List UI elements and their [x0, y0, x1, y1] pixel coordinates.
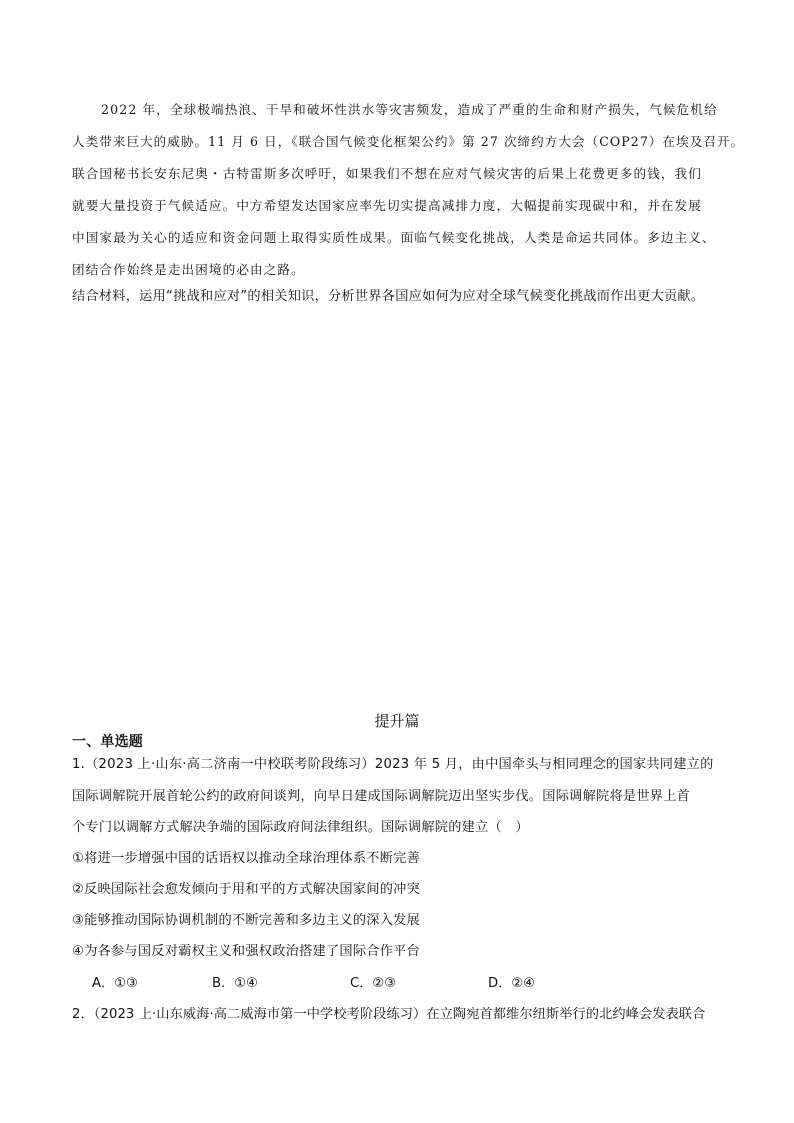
- q1-item-1: ①将进一步增强中国的话语权以推动全球治理体系不断完善: [72, 851, 421, 866]
- q1-choice-d: D．②④: [488, 976, 535, 991]
- q1-stem-line-1: 1.（2023 上·山东·高二济南一中校联考阶段练习）2023 年 5 月，由中国牵头与相同理念的国家共同建立的: [72, 757, 714, 772]
- q1-stem-line-2: 国际调解院开展首轮公约的政府间谈判，向早日建成国际调解院迈出坚实步伐。国际调解院将是世界上首: [72, 789, 691, 804]
- material-question: 结合材料，运用“挑战和应对”的相关知识，分析世界各国应如何为应对全球气候变化挑战而作出更大贡献。: [72, 289, 705, 304]
- material-line-6: 团结合作始终是走出困境的必由之路。: [72, 262, 305, 277]
- q1-stem-line-3: 个专门以调解方式解决争端的国际政府间法律组织。国际调解院的建立（ ）: [72, 820, 529, 835]
- section-title: 提升篇: [374, 712, 420, 730]
- material-line-1: 2022 年，全球极端热浪、干旱和破坏性洪水等灾害频发，造成了严重的生命和财产损失，气候危机给: [101, 102, 718, 117]
- q1-item-4: ④为各参与国反对霸权主义和强权政治搭建了国际合作平台: [72, 944, 421, 959]
- section-heading: 一、单选题: [72, 734, 143, 750]
- material-line-3: 联合国秘书长安东尼奥・古特雷斯多次呼吁，如果我们不想在应对气候灾害的后果上花费更多的钱，我们: [72, 166, 702, 181]
- q1-choice-c: C．②③: [350, 976, 397, 991]
- q1-item-2: ②反映国际社会愈发倾向于用和平的方式解决国家间的冲突: [72, 882, 421, 897]
- q1-item-3: ③能够推动国际协调机制的不断完善和多边主义的深入发展: [72, 913, 421, 928]
- q1-choice-a: A．①③: [92, 976, 138, 991]
- material-line-2: 人类带来巨大的威胁。11 月 6 日，《联合国气候变化框架公约》第 27 次缔约方大会（COP27）在埃及召开。: [72, 134, 745, 149]
- material-line-4: 就要大量投资于气候适应。中方希望发达国家应率先切实提高减排力度，大幅提前实现碳中和，并在发展: [72, 198, 702, 213]
- q2-stem-start: 2．（2023 上·山东威海·高二威海市第一中学校考阶段练习）在立陶宛首都维尔纽斯举行的北约峰会发表联合: [72, 1007, 706, 1022]
- q1-choices: [0, 974, 794, 994]
- q1-choice-b: B．①④: [212, 976, 258, 991]
- material-line-5: 中国家最为关心的适应和资金问题上取得实质性成果。面临气候变化挑战，人类是命运共同体。多边主义、: [72, 230, 716, 245]
